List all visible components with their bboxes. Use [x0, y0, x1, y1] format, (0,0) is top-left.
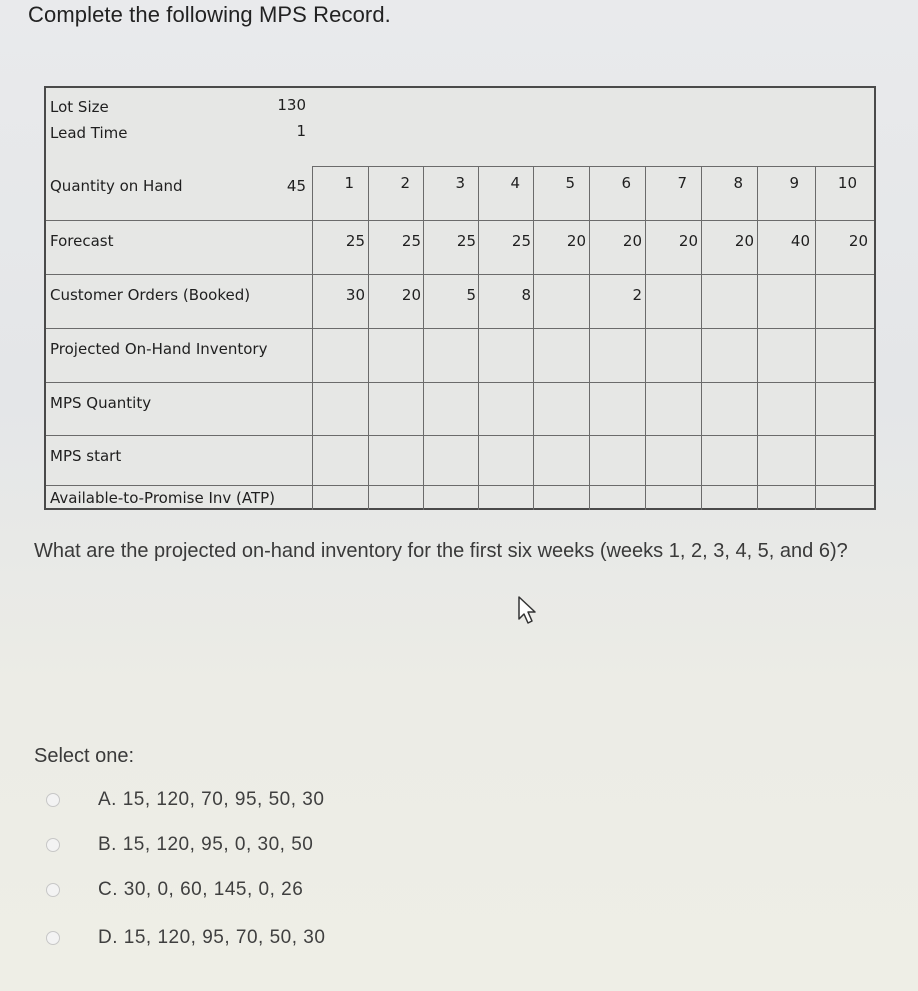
- table-gridline: [46, 485, 874, 486]
- week-header-4: 4: [510, 174, 520, 192]
- option-d-label: D. 15, 120, 95, 70, 50, 30: [98, 927, 326, 948]
- mouse-cursor-icon: [517, 595, 539, 625]
- table-gridline: [46, 435, 874, 436]
- week-header-8: 8: [733, 174, 743, 192]
- quantity-on-hand-value: 45: [286, 177, 306, 195]
- table-cell[interactable]: 5: [466, 286, 476, 304]
- radio-button-c[interactable]: [46, 883, 60, 897]
- week-header-2: 2: [400, 174, 410, 192]
- table-gridline: [312, 166, 313, 510]
- row-label: Available-to-Promise Inv (ATP): [50, 489, 276, 507]
- mps-record-table: [44, 86, 876, 510]
- table-cell[interactable]: 20: [401, 286, 421, 304]
- week-header-10: 10: [837, 174, 857, 192]
- table-gridline: [46, 274, 874, 275]
- table-gridline: [701, 166, 702, 510]
- option-a-label: A. 15, 120, 70, 95, 50, 30: [98, 789, 325, 810]
- table-cell[interactable]: 25: [401, 232, 421, 250]
- radio-button-d[interactable]: [46, 931, 60, 945]
- table-cell[interactable]: 25: [456, 232, 476, 250]
- lot-size-label: Lot Size: [50, 98, 109, 116]
- table-gridline: [757, 166, 758, 510]
- lead-time-label: Lead Time: [50, 124, 128, 142]
- table-cell[interactable]: 25: [511, 232, 531, 250]
- page-title: Complete the following MPS Record.: [28, 2, 391, 27]
- table-gridline: [368, 166, 369, 510]
- radio-button-a[interactable]: [46, 793, 60, 807]
- table-cell[interactable]: 30: [345, 286, 365, 304]
- row-label: Customer Orders (Booked): [50, 286, 251, 304]
- select-one-label: Select one:: [34, 745, 135, 767]
- table-gridline: [533, 166, 534, 510]
- table-gridline: [589, 166, 590, 510]
- week-header-7: 7: [677, 174, 687, 192]
- option-b-label: B. 15, 120, 95, 0, 30, 50: [98, 834, 314, 855]
- table-gridline: [46, 382, 874, 383]
- row-label: MPS start: [50, 447, 122, 465]
- quantity-on-hand-label: Quantity on Hand: [50, 177, 183, 195]
- table-cell[interactable]: 20: [848, 232, 868, 250]
- row-label: Projected On-Hand Inventory: [50, 340, 268, 358]
- week-header-9: 9: [789, 174, 799, 192]
- option-d[interactable]: [46, 927, 325, 949]
- table-cell[interactable]: 8: [521, 286, 531, 304]
- table-cell[interactable]: 20: [622, 232, 642, 250]
- week-header-1: 1: [344, 174, 354, 192]
- table-gridline: [423, 166, 424, 510]
- radio-button-b[interactable]: [46, 838, 60, 852]
- table-cell[interactable]: 20: [734, 232, 754, 250]
- table-cell[interactable]: 20: [678, 232, 698, 250]
- question-text: What are the projected on-hand inventory for the first six weeks (weeks 1, 2, 3, 4, 5, and 6)?: [34, 540, 848, 562]
- table-gridline: [478, 166, 479, 510]
- row-label: MPS Quantity: [50, 394, 152, 412]
- table-gridline: [645, 166, 646, 510]
- week-header-3: 3: [455, 174, 465, 192]
- table-cell[interactable]: 2: [632, 286, 642, 304]
- table-gridline: [312, 166, 874, 167]
- table-cell[interactable]: 20: [566, 232, 586, 250]
- table-gridline: [46, 220, 874, 221]
- row-label: Forecast: [50, 232, 114, 250]
- table-gridline: [815, 166, 816, 510]
- week-header-6: 6: [621, 174, 631, 192]
- lead-time-value: 1: [296, 122, 306, 140]
- table-gridline: [46, 328, 874, 329]
- week-header-5: 5: [565, 174, 575, 192]
- table-cell[interactable]: 25: [345, 232, 365, 250]
- option-c[interactable]: [46, 879, 303, 901]
- table-cell[interactable]: 40: [790, 232, 810, 250]
- option-b[interactable]: [46, 834, 313, 856]
- lot-size-value: 130: [277, 96, 306, 114]
- option-c-label: C. 30, 0, 60, 145, 0, 26: [98, 879, 304, 900]
- option-a[interactable]: [46, 789, 324, 811]
